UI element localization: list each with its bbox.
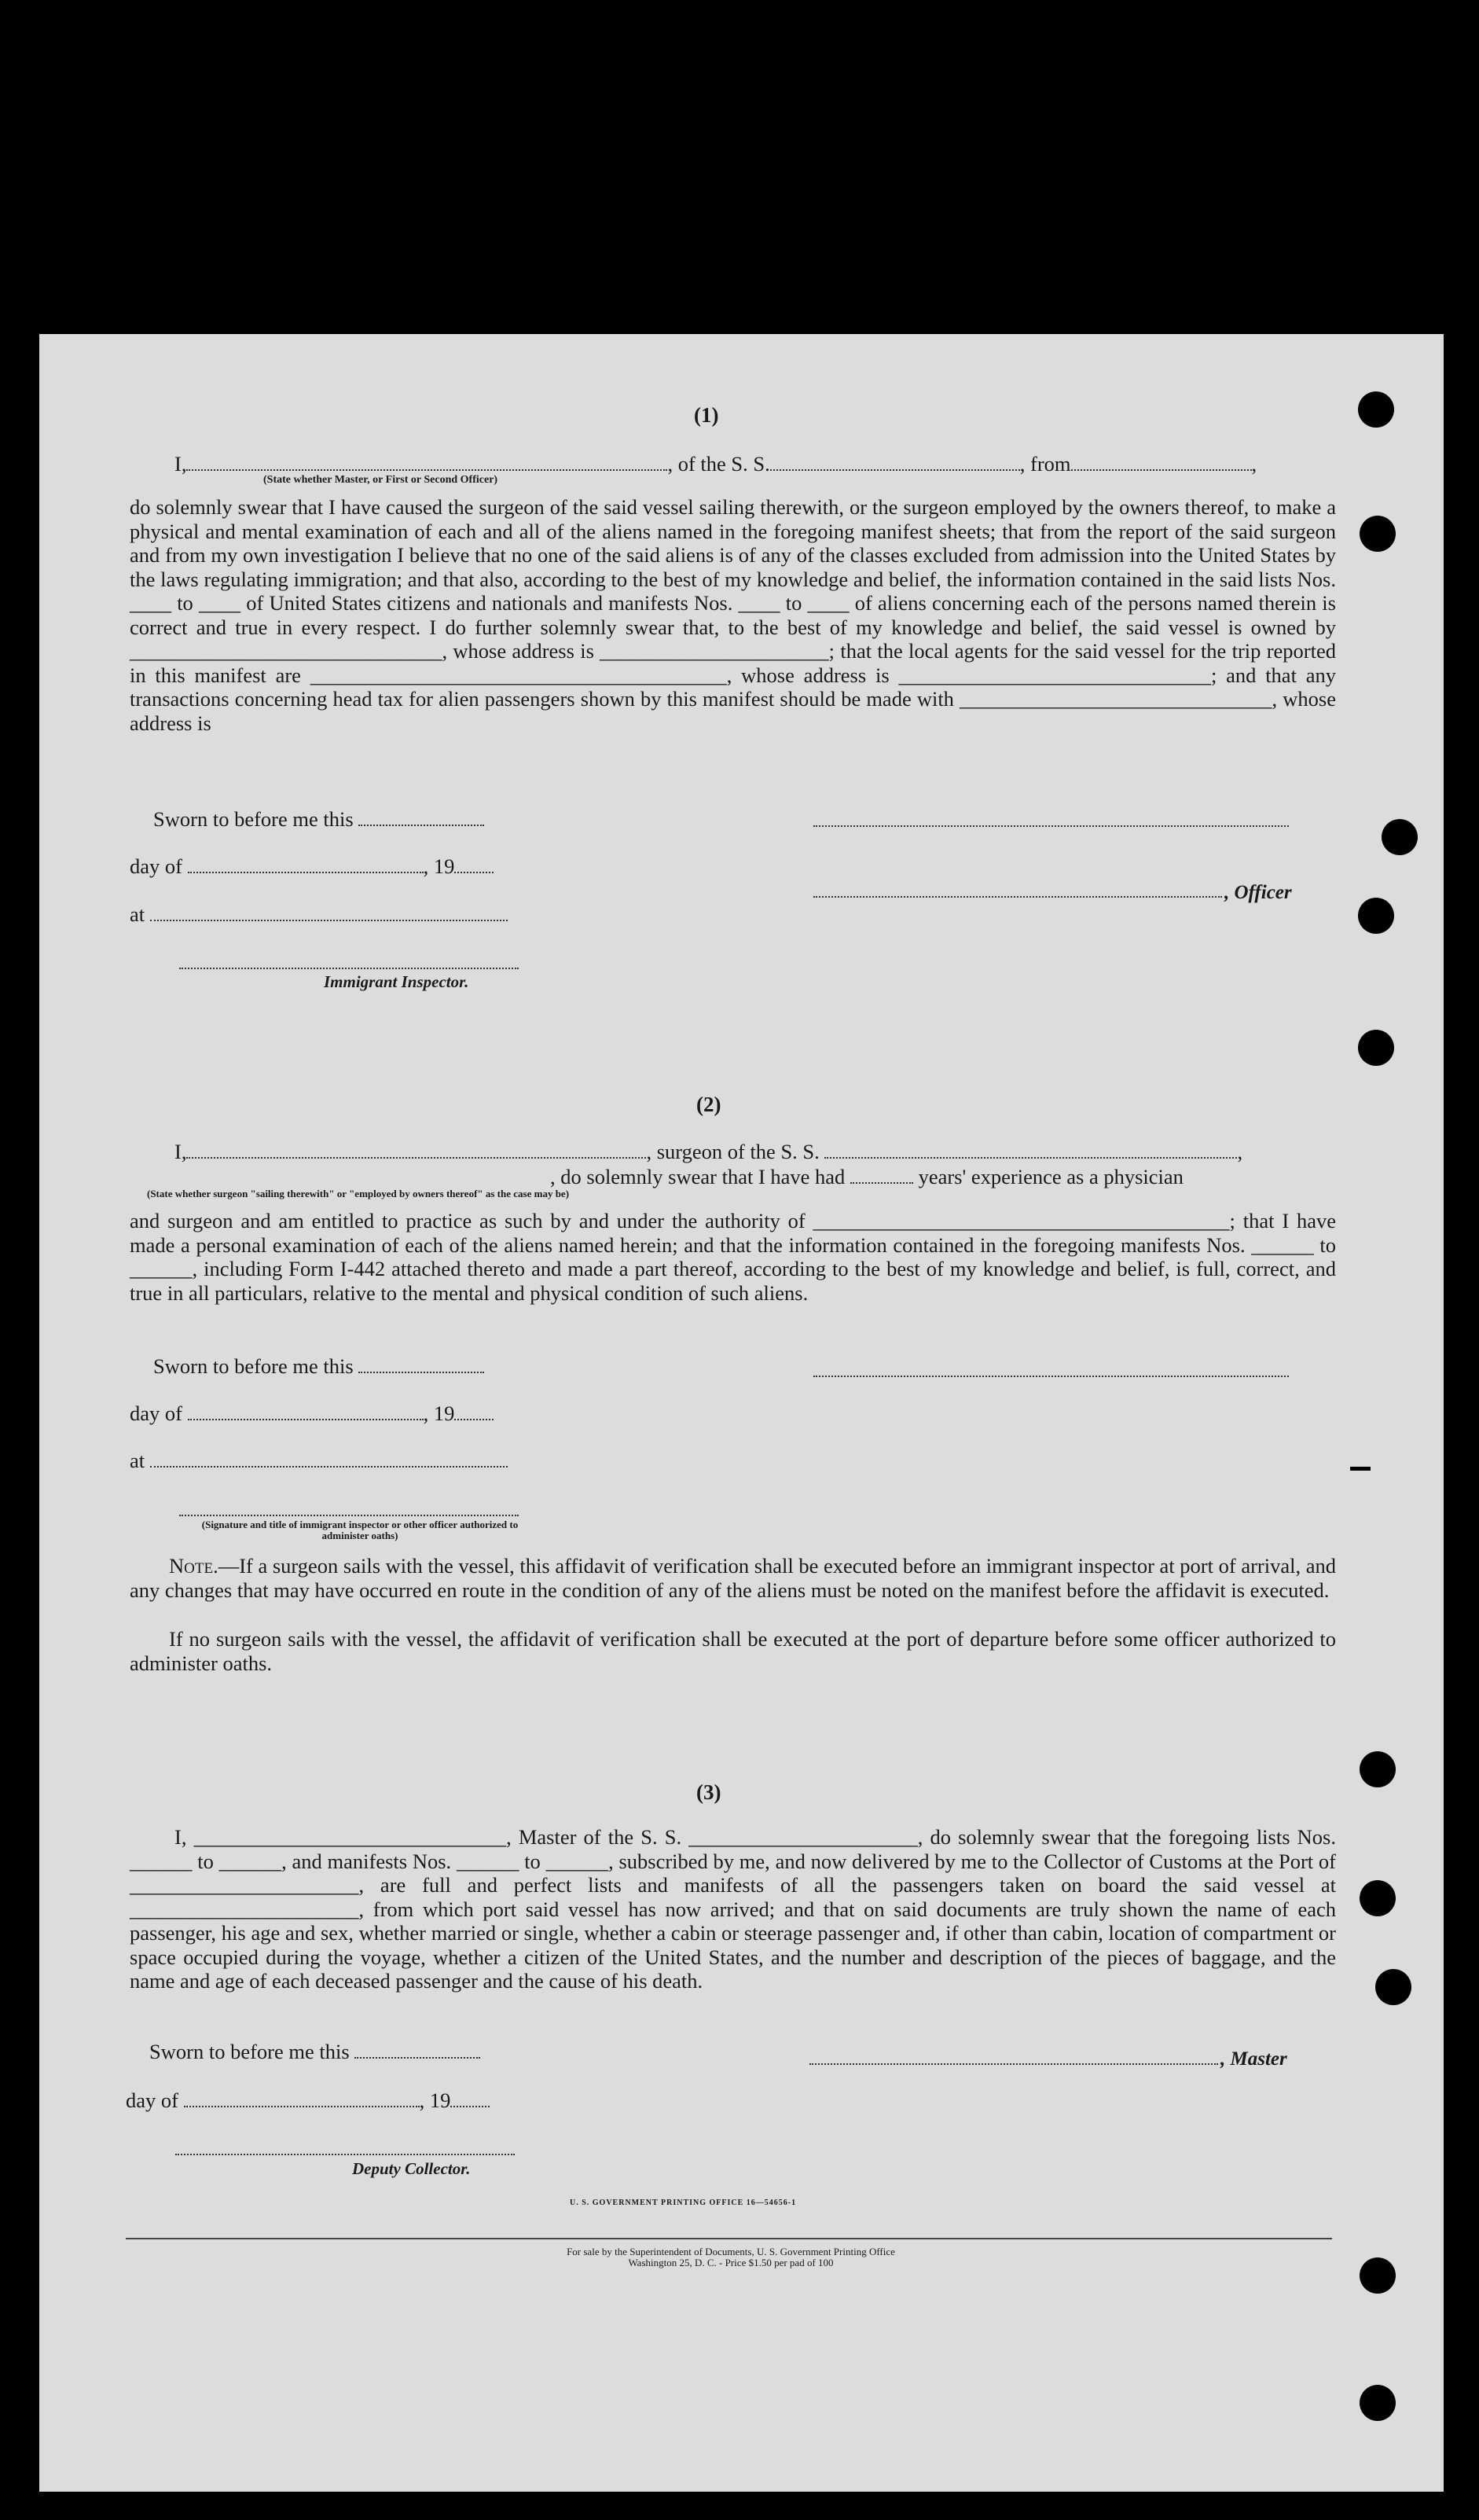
gpo-imprint: U. S. GOVERNMENT PRINTING OFFICE 16—54656-1 (570, 2199, 797, 2207)
manifest-back-page (39, 334, 1444, 2492)
punch-hole (1358, 898, 1394, 934)
s2-experience-line (550, 1165, 1184, 1189)
s2-year-label: , 19 (423, 1401, 455, 1425)
s2-i-label: I, (174, 1140, 187, 1163)
s3-year-field[interactable] (450, 2105, 490, 2107)
s1-vessel-field[interactable] (770, 468, 1020, 471)
s3-collector-signature-line[interactable] (175, 2154, 515, 2155)
s2-name-field[interactable] (186, 1156, 646, 1159)
s3-year-label: , 19 (419, 2088, 451, 2112)
s3-sworn-label: Sworn to before me this (149, 2040, 350, 2063)
s1-officer-label: , Officer (1224, 882, 1292, 903)
section-2-header-line: I, , surgeon of the S. S. , (174, 1140, 1243, 1163)
s2-surgeon-note: (State whether surgeon "sailing therewith" or "employed by owners thereof" as the case may be) (147, 1188, 570, 1199)
footer-rule (126, 2238, 1332, 2239)
s3-sworn-line (149, 2040, 480, 2064)
s2-vessel-field[interactable] (824, 1156, 1237, 1159)
s2-year-field[interactable] (454, 1418, 494, 1420)
s2-at-label: at (130, 1449, 145, 1472)
s2-day-field[interactable] (188, 1418, 424, 1420)
s2-oath-text: and surgeon and am entitled to practice as such by and under the authority of ________________________________________; that I have made a personal examination of each of the aliens named herein; and that the information contained in the foregoing manifests Nos. ______ to ______, including Form I-442 attached thereto and made a part thereof, according to the best of my knowledge and belief, is full, correct, and true in all particulars, relative to the mental and physical condition of such aliens. (130, 1209, 1336, 1305)
s1-year-label: , 19 (423, 854, 455, 878)
punch-hole (1375, 1969, 1411, 2005)
s2-surgeon-signature-line[interactable] (813, 1376, 1289, 1377)
s3-master-signature-line[interactable] (809, 2063, 1218, 2065)
s1-inspector-signature-line[interactable] (179, 968, 519, 969)
s1-name-field[interactable] (186, 468, 667, 471)
s2-years-label: years' experience as a physician (918, 1165, 1184, 1188)
s2-years-field[interactable] (850, 1181, 913, 1184)
s2-note2-paragraph: If no surgeon sails with the vessel, the affidavit of verification shall be executed at the port of departure before some officer authorized to administer oaths. (130, 1627, 1336, 1675)
punch-hole (1360, 2385, 1396, 2421)
s2-sworn-field[interactable] (358, 1371, 484, 1373)
s1-sworn-label: Sworn to before me this (153, 807, 354, 831)
s1-of-ss-label: , of the S. S. (667, 452, 770, 476)
s1-year-field[interactable] (454, 871, 494, 873)
s3-collector-label: Deputy Collector. (352, 2159, 471, 2178)
punch-hole (1358, 391, 1394, 428)
s3-day-line (126, 2088, 490, 2113)
s2-sworn-line (153, 1354, 484, 1379)
s1-at-label: at (130, 902, 145, 926)
s2-at-field[interactable] (150, 1465, 508, 1468)
s1-from-label: , from (1019, 452, 1071, 476)
s2-note-paragraph (130, 1554, 1336, 1602)
s1-sworn-line (153, 807, 484, 832)
s1-officer-title-line[interactable] (813, 896, 1222, 898)
s2-day-line (130, 1401, 494, 1426)
punch-hole (1360, 516, 1396, 552)
s1-inspector-label: Immigrant Inspector. (324, 972, 469, 991)
section-1-number: (1) (694, 403, 719, 427)
section-1-header-line: I, , of the S. S. , from , (174, 452, 1257, 476)
s2-sworn-label: Sworn to before me this (153, 1354, 354, 1378)
s1-at-line (130, 902, 508, 927)
s2-at-line (130, 1449, 508, 1473)
s3-oath-text: I, ______________________________, Master of the S. S. ______________________, do solemnly swear that the foregoing lists Nos. ______ to ______, and manifests Nos. ______ to ______, subscribed by me, and now delivered by me to the Collector of Customs at the Port of ______________________, are full and perfect lists and manifests of all the passengers taken on board the said vessel at ______________________, from which port said vessel has now arrived; and that on said documents are truly shown the name of each passenger, his age and sex, whether married or single, whether a cabin or steerage passenger and, if other than cabin, location of compartment or space occupied during the voyage, whether a citizen of the United States, and the number and description of the pieces of baggage, and the name and age of each deceased passenger and the cause of his death. (130, 1825, 1336, 1993)
s3-sworn-field[interactable] (354, 2056, 480, 2059)
s1-sworn-field[interactable] (358, 824, 484, 826)
sale-notice-line-1: For sale by the Superintendent of Documents, U. S. Government Printing Office (567, 2246, 895, 2257)
s3-day-field[interactable] (184, 2105, 420, 2107)
s1-day-line (130, 854, 494, 879)
s1-day-label: day of (130, 854, 182, 878)
s1-oath-text: do solemnly swear that I have caused the surgeon of the said vessel sailing therewith, or the surgeon employed by the owners thereof, to make a physical and mental examination of each and all of the aliens named in the foregoing manifest sheets; that from the report of the said surgeon and from my own investigation I believe that no one of the said aliens is of any of the classes excluded from admission into the United States by the laws regulating immigration; and that also, according to the best of my knowledge and belief, the information contained in the said lists Nos. ____ to ____ of United States citizens and nationals and manifests Nos. ____ to ____ of aliens concerning each of the persons named therein is correct and true in every respect. I do further solemnly swear that, to the best of my knowledge and belief, the said vessel is owned by ______________________________, whose address is ______________________; that the local agents for the said vessel for the trip reported in this manifest are ________________________________________, whose address is ______________________________; and that any transactions concerning head tax for alien passengers shown by this manifest should be made with ______________________________, whose address is (130, 495, 1336, 735)
s1-i-label: I, (174, 452, 187, 476)
s1-rank-note: (State whether Master, or First or Second Officer) (263, 474, 498, 486)
s2-inspector-signature-line[interactable] (179, 1515, 519, 1516)
s1-day-field[interactable] (188, 871, 424, 873)
s1-at-field[interactable] (150, 919, 508, 921)
s2-surgeon-label: , surgeon of the S. S. (646, 1140, 820, 1163)
s2-day-label: day of (130, 1401, 182, 1425)
punch-hole (1360, 1880, 1396, 1916)
punch-hole (1360, 1751, 1396, 1787)
s2-swear-label: , do solemnly swear that I have had (550, 1165, 846, 1188)
s2-note-text: —If a surgeon sails with the vessel, this affidavit of verification shall be executed before an immigrant inspector at port of arrival, and any changes that may have occurred en route in the condition of any of the aliens must be noted on the manifest before the affidavit is executed. (130, 1554, 1336, 1602)
punch-hole (1358, 1030, 1394, 1066)
s2-signature-note: (Signature and title of immigrant inspector or other officer authorized to administer oaths) (201, 1519, 519, 1541)
s2-note-label: Note. (169, 1554, 218, 1578)
s3-master-label: , Master (1220, 2048, 1287, 2070)
section-2-number: (2) (696, 1093, 721, 1116)
punch-hole (1360, 2257, 1396, 2294)
s1-from-field[interactable] (1071, 468, 1252, 471)
section-3-number: (3) (696, 1780, 721, 1804)
edge-mark (1350, 1467, 1371, 1471)
s3-day-label: day of (126, 2088, 178, 2112)
sale-notice-line-2: Washington 25, D. C. - Price $1.50 per pad of 100 (628, 2257, 834, 2268)
s1-officer-signature-line[interactable] (813, 825, 1289, 827)
punch-hole (1382, 819, 1418, 855)
